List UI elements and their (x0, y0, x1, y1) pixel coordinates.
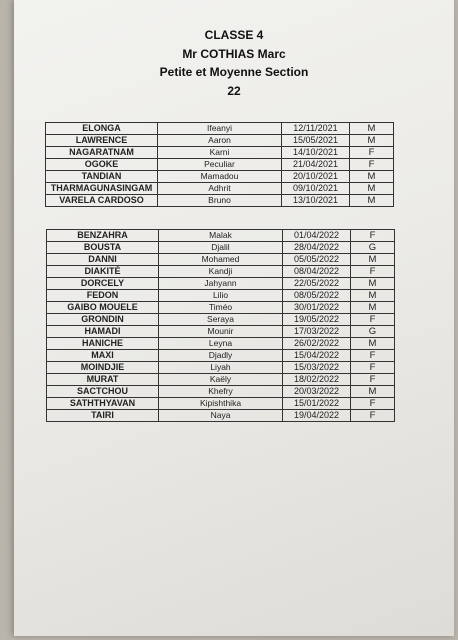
birth-date-cell: 20/10/2021 (282, 171, 350, 183)
first-name-cell: Leyna (159, 338, 283, 350)
first-name-cell: Khefry (159, 386, 283, 398)
last-name-cell: DIAKITÉ (47, 266, 159, 278)
student-table-group-1 (45, 122, 394, 207)
sex-cell: G (351, 242, 395, 254)
last-name-cell: BOUSTA (47, 242, 159, 254)
last-name-cell: SACTCHOU (47, 386, 159, 398)
first-name-cell: Karni (158, 147, 282, 159)
first-name-cell: Jahyann (159, 278, 283, 290)
birth-date-cell: 30/01/2022 (283, 302, 351, 314)
birth-date-cell: 26/02/2022 (283, 338, 351, 350)
sex-cell: M (350, 195, 394, 207)
first-name-cell: Aaron (158, 135, 282, 147)
first-name-cell: Mamadou (158, 171, 282, 183)
table-row (47, 350, 395, 362)
last-name-cell: HANICHE (47, 338, 159, 350)
last-name-cell: DANNI (47, 254, 159, 266)
section-name: Petite et Moyenne Section (159, 65, 309, 79)
sex-cell: F (351, 410, 395, 422)
first-name-cell: Mounir (159, 326, 283, 338)
table-row (46, 183, 394, 195)
birth-date-cell: 01/04/2022 (283, 230, 351, 242)
last-name-cell: TAIRI (47, 410, 159, 422)
first-name-cell: Kandji (159, 266, 283, 278)
birth-date-cell: 08/05/2022 (283, 290, 351, 302)
birth-date-cell: 15/01/2022 (283, 398, 351, 410)
sex-cell: M (351, 290, 395, 302)
first-name-cell: Ifeanyi (158, 123, 282, 135)
first-name-cell: Liyah (159, 362, 283, 374)
table-row (47, 242, 395, 254)
sex-cell: M (351, 278, 395, 290)
sex-cell: F (351, 350, 395, 362)
last-name-cell: GRONDIN (47, 314, 159, 326)
birth-date-cell: 17/03/2022 (283, 326, 351, 338)
sex-cell: F (351, 398, 395, 410)
sex-cell: M (351, 386, 395, 398)
first-name-cell: Naya (159, 410, 283, 422)
last-name-cell: HAMADI (47, 326, 159, 338)
sex-cell: F (350, 159, 394, 171)
birth-date-cell: 19/05/2022 (283, 314, 351, 326)
sex-cell: F (351, 266, 395, 278)
last-name-cell: DORCELY (47, 278, 159, 290)
last-name-cell: LAWRENCE (46, 135, 158, 147)
birth-date-cell: 18/02/2022 (283, 374, 351, 386)
table-row (47, 290, 395, 302)
table-row (46, 147, 394, 159)
birth-date-cell: 12/11/2021 (282, 123, 350, 135)
sex-cell: M (350, 123, 394, 135)
birth-date-cell: 09/10/2021 (282, 183, 350, 195)
birth-date-cell: 15/03/2022 (283, 362, 351, 374)
table-row (47, 362, 395, 374)
last-name-cell: BENZAHRA (47, 230, 159, 242)
table-row (47, 302, 395, 314)
last-name-cell: TANDIAN (46, 171, 158, 183)
first-name-cell: Kaëly (159, 374, 283, 386)
table-row (47, 386, 395, 398)
table-row (47, 338, 395, 350)
table-row (46, 135, 394, 147)
first-name-cell: Malak (159, 230, 283, 242)
first-name-cell: Timéo (159, 302, 283, 314)
birth-date-cell: 14/10/2021 (282, 147, 350, 159)
last-name-cell: NAGARATNAM (46, 147, 158, 159)
table-row (47, 398, 395, 410)
first-name-cell: Bruno (158, 195, 282, 207)
student-count: 22 (227, 83, 241, 98)
last-name-cell: MOINDJIE (47, 362, 159, 374)
first-name-cell: Peculiar (158, 159, 282, 171)
sex-cell: F (351, 230, 395, 242)
table-row (46, 195, 394, 207)
first-name-cell: Mohamed (159, 254, 283, 266)
last-name-cell: MAXI (47, 350, 159, 362)
birth-date-cell: 28/04/2022 (283, 242, 351, 254)
first-name-cell: Kipishthika (159, 398, 283, 410)
first-name-cell: Djadly (159, 350, 283, 362)
birth-date-cell: 15/04/2022 (283, 350, 351, 362)
birth-date-cell: 15/05/2021 (282, 135, 350, 147)
table-row (47, 410, 395, 422)
sex-cell: M (351, 338, 395, 350)
sex-cell: F (350, 147, 394, 159)
last-name-cell: THARMAGUNASINGAM (46, 183, 158, 195)
table-row (46, 171, 394, 183)
sex-cell: G (351, 326, 395, 338)
first-name-cell: Adhrit (158, 183, 282, 195)
class-header (14, 26, 454, 100)
birth-date-cell: 08/04/2022 (283, 266, 351, 278)
first-name-cell: Lilio (159, 290, 283, 302)
last-name-cell: OGOKE (46, 159, 158, 171)
sex-cell: M (351, 254, 395, 266)
table-row (46, 159, 394, 171)
sex-cell: F (351, 314, 395, 326)
birth-date-cell: 21/04/2021 (282, 159, 350, 171)
class-name: CLASSE 4 (204, 28, 264, 42)
last-name-cell: GAIBO MOUELE (47, 302, 159, 314)
table-row (46, 123, 394, 135)
table-row (47, 374, 395, 386)
student-table-group-2 (46, 229, 395, 422)
birth-date-cell: 13/10/2021 (282, 195, 350, 207)
birth-date-cell: 22/05/2022 (283, 278, 351, 290)
table-row (47, 266, 395, 278)
birth-date-cell: 20/03/2022 (283, 386, 351, 398)
sex-cell: M (350, 135, 394, 147)
birth-date-cell: 05/05/2022 (283, 254, 351, 266)
sex-cell: M (350, 183, 394, 195)
table-row (47, 230, 395, 242)
birth-date-cell: 19/04/2022 (283, 410, 351, 422)
table-row (47, 314, 395, 326)
last-name-cell: MURAT (47, 374, 159, 386)
table-row (47, 254, 395, 266)
last-name-cell: ELONGA (46, 123, 158, 135)
last-name-cell: VARELA CARDOSO (46, 195, 158, 207)
last-name-cell: FEDON (47, 290, 159, 302)
table-row (47, 278, 395, 290)
sex-cell: F (351, 362, 395, 374)
sex-cell: M (351, 302, 395, 314)
first-name-cell: Seraya (159, 314, 283, 326)
first-name-cell: Djalil (159, 242, 283, 254)
sex-cell: M (350, 171, 394, 183)
last-name-cell: SATHTHYAVAN (47, 398, 159, 410)
table-row (47, 326, 395, 338)
teacher-name: Mr COTHIAS Marc (182, 46, 286, 61)
sex-cell: F (351, 374, 395, 386)
